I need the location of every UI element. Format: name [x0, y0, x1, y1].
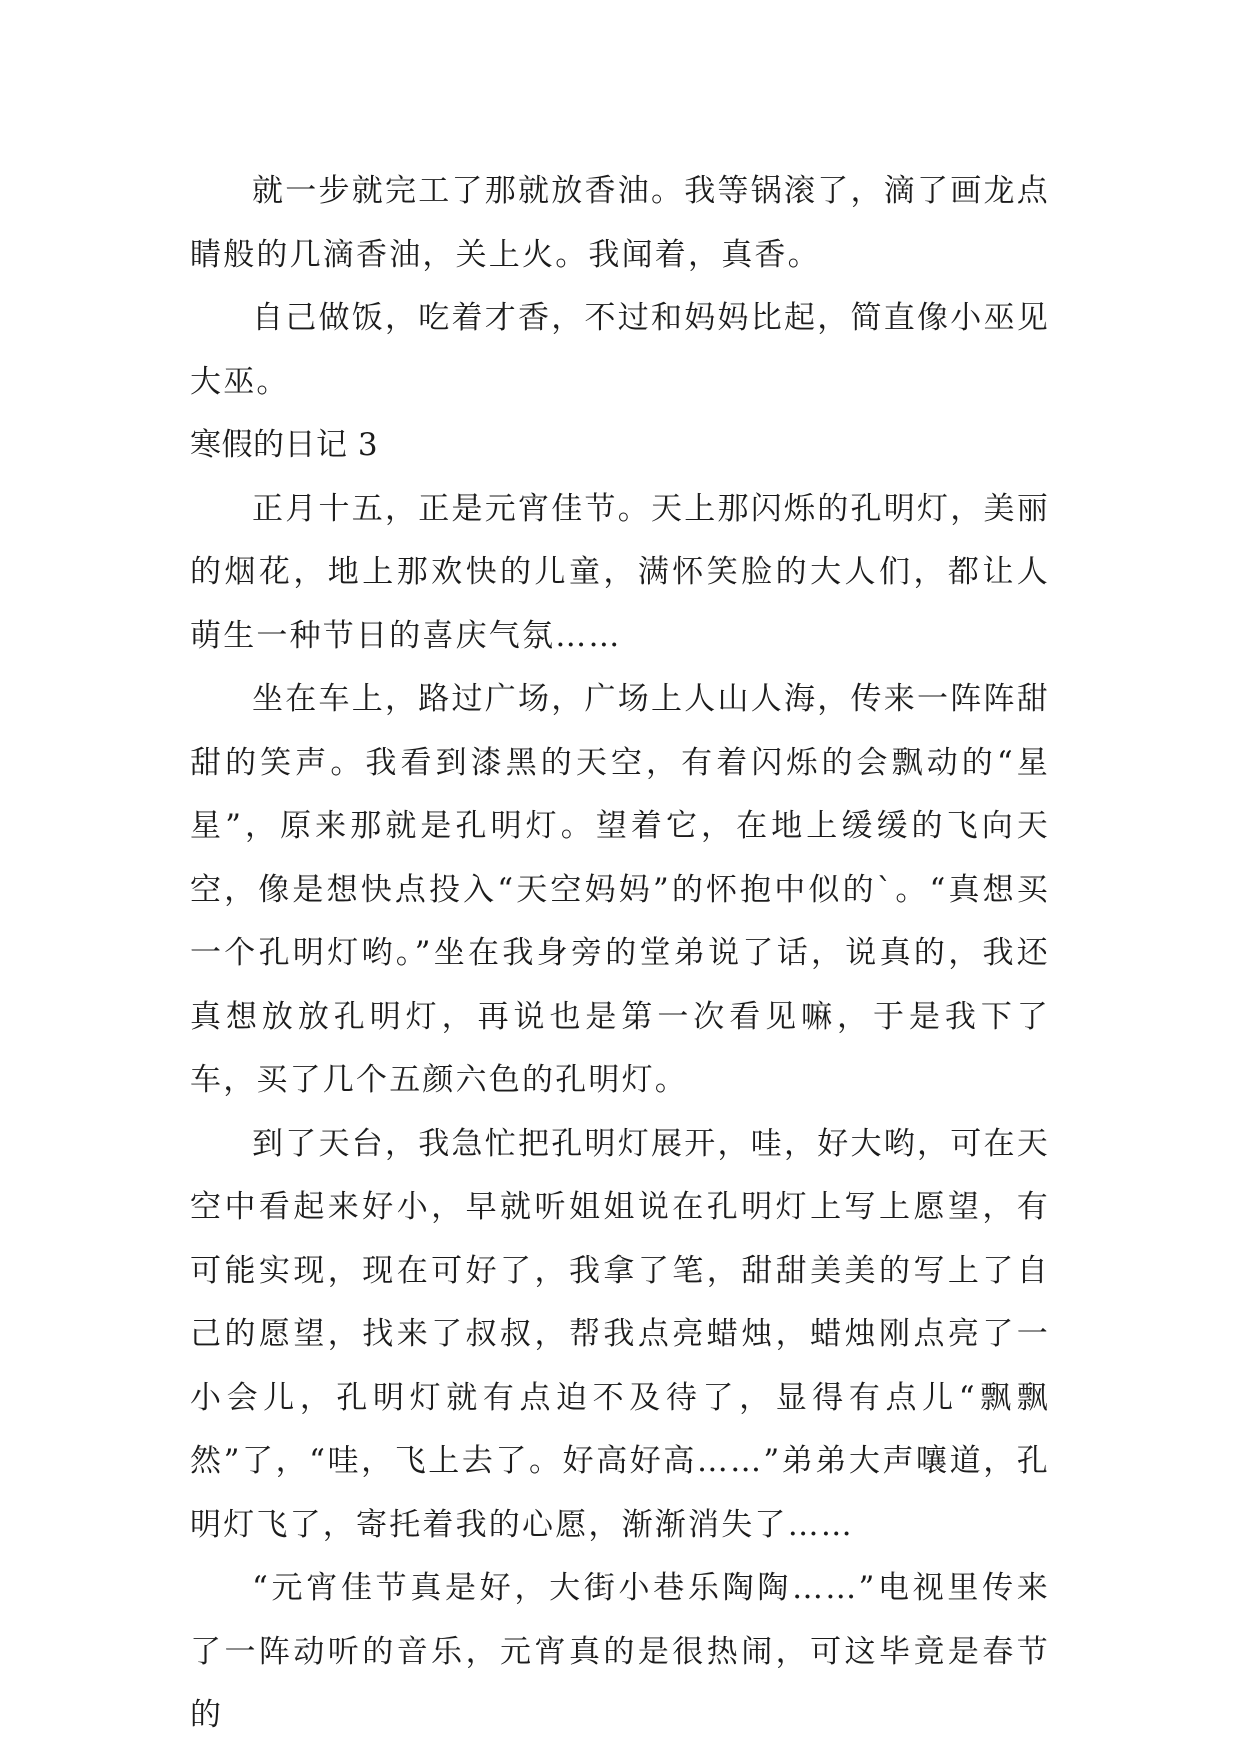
paragraph: 到了天台，我急忙把孔明灯展开，哇，好大哟，可在天空中看起来好小，早就听姐姐说在孔明灯上写上愿望，有可能实现，现在可好了，我拿了笔，甜甜美美的写上了自己的愿望，找来了叔叔，帮我点亮蜡烛，蜡烛刚点亮了一小会儿，孔明灯就有点迫不及待了，显得有点儿“飘飘然”了，“哇，飞上去了。好高好高……”弟弟大声嚷道，孔明灯飞了，寄托着我的心愿，渐渐消失了…… — [190, 1125, 1050, 1543]
paragraph: 正月十五，正是元宵佳节。天上那闪烁的孔明灯，美丽的烟花，地上那欢快的儿童，满怀笑脸的大人们，都让人萌生一种节日的喜庆气氛…… — [190, 490, 1050, 654]
section-title: 寒假的日记 3 — [190, 427, 379, 463]
document-body — [190, 160, 1050, 1748]
paragraph: 就一步就完工了那就放香油。我等锅滚了，滴了画龙点睛般的几滴香油，关上火。我闻着，真香。 — [190, 173, 1050, 273]
paragraph: 坐在车上，路过广场，广场上人山人海，传来一阵阵甜甜的笑声。我看到漆黑的天空，有着闪烁的会飘动的“星星”，原来那就是孔明灯。望着它，在地上缓缓的飞向天空，像是想快点投入“天空妈妈”的怀抱中似的`。“真想买一个孔明灯哟。”坐在我身旁的堂弟说了话，说真的，我还真想放放孔明灯，再说也是第一次看见嘛，于是我下了车，买了几个五颜六色的孔明灯。 — [190, 681, 1050, 1098]
paragraph: 自己做饭，吃着才香，不过和妈妈比起，简直像小巫见大巫。 — [190, 300, 1050, 400]
paragraph: “元宵佳节真是好，大街小巷乐陶陶……”电视里传来了一阵动听的音乐，元宵真的是很热闹，可这毕竟是春节的 — [190, 1570, 1050, 1733]
